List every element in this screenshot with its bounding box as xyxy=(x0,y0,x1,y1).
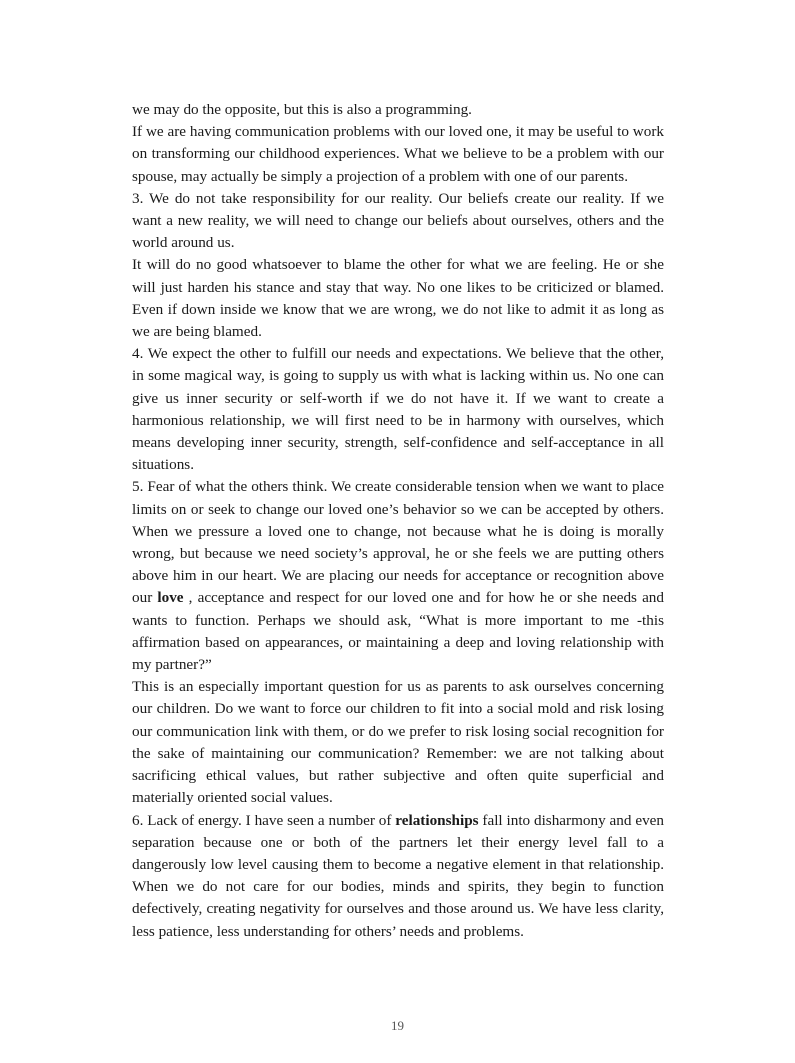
paragraph-7: This is an especially important question for us as parents to ask ourselves concerning our children. Do we want to force our children to fit into a social mold and risk losing our communication link with them, or do we prefer to risk losing social recognition for the sake of maintaining our communication? Remember: we are not talking about sacrificing ethical values, but rather subjective and often quite superficial and materially oriented social values. xyxy=(132,678,664,807)
paragraph-4: It will do no good whatsoever to blame the other for what we are feeling. He or she will just harden his stance and stay that way. No one likes to be criticized or blamed. Even if down inside we know that we are wrong, we do not like to admit it as long as we are being blamed. xyxy=(132,256,664,341)
bold-term-relationships: relationships xyxy=(395,811,479,829)
paragraph-6-after: , acceptance and respect for our loved one and for how he or she needs and wants to function. Perhaps we should ask, “What is more important to me -this affirmation based on appearances, or maintaining a deep and loving relationship with my partner?” xyxy=(132,589,664,674)
paragraph-2: If we are having communication problems with our loved one, it may be useful to work on transforming our childhood experiences. What we believe to be a problem with our spouse, may actually be simply a projection of a problem with one of our parents. xyxy=(132,123,664,185)
paragraph-5: 4. We expect the other to fulfill our needs and expectations. We believe that the other, in some magical way, is going to supply us with what is lacking within us. No one can give us inner security or self-worth if we do not have it. If we want to create a harmonious relationship, we will first need to be in harmony with ourselves, which means developing inner security, strength, self-confidence and self-acceptance in all situations. xyxy=(132,345,664,474)
document-body xyxy=(132,99,664,943)
paragraph-1: we may do the opposite, but this is also a programming. xyxy=(132,101,472,118)
paragraph-8-after: fall into disharmony and even separation because one or both of the partners let their energy level fall to a dangerously low level causing them to become a negative element in that relationship. When we do not care for our bodies, minds and spirits, they begin to function defectively, creating negativity for ourselves and those around us. We have less clarity, less patience, less understanding for others’ needs and problems. xyxy=(132,811,664,940)
paragraph-6-before: 5. Fear of what the others think. We create considerable tension when we want to place limits on or seek to change our loved one’s behavior so we can be accepted by others. When we pressure a loved one to change, not because what he is doing is morally wrong, but because we need society’s approval, he or she feels we are putting others above him in our heart. We are placing our needs for acceptance or recognition above our xyxy=(132,478,664,607)
paragraph-8-before: 6. Lack of energy. I have seen a number of xyxy=(132,811,396,829)
paragraph-3: 3. We do not take responsibility for our reality. Our beliefs create our reality. If we want a new reality, we will need to change our beliefs about ourselves, others and the world around us. xyxy=(132,189,664,252)
bold-term-love: love xyxy=(157,589,184,607)
paragraph-6 xyxy=(132,476,664,676)
paragraph-8 xyxy=(132,810,664,943)
page-number: 19 xyxy=(391,1018,404,1033)
